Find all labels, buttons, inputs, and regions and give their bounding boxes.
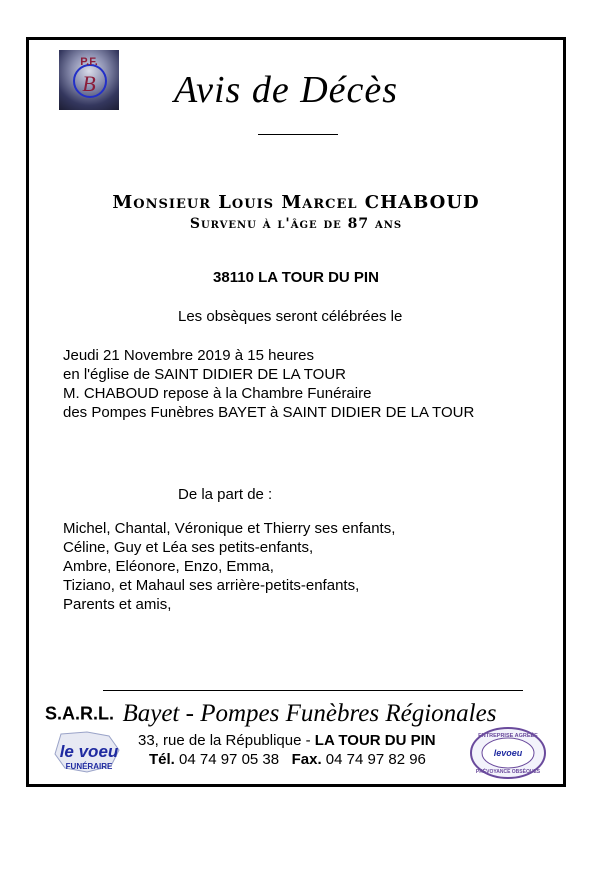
logo-pf-text: P.F.	[80, 56, 98, 68]
obseques-intro: Les obsèques seront célébrées le	[178, 308, 403, 325]
deceased-age: Survenu à l'âge de 87 ans	[189, 216, 403, 232]
family-line-grandchildren: Céline, Guy et Léa ses petits-enfants,	[63, 539, 314, 556]
tel-label: Tél.	[149, 751, 175, 768]
logo-b-letter: B	[82, 71, 96, 96]
address-city: LA TOUR DU PIN	[314, 732, 436, 749]
badge-center-text: levoeu	[493, 748, 523, 758]
ceremony-date: Jeudi 21 Novembre 2019 à 15 heures	[63, 347, 315, 364]
footer-divider	[103, 690, 523, 691]
tel-number: 04 74 97 05 38	[174, 751, 292, 768]
company-address	[138, 732, 436, 749]
company-phone	[149, 751, 426, 768]
ceremony-funeral-home: des Pompes Funèbres BAYET à SAINT DIDIER DE LA TOUR	[63, 404, 475, 421]
family-line-great-grandchildren: Tiziano, et Mahaul ses arrière-petits-enfants,	[63, 577, 360, 594]
fax-number: 04 74 97 82 96	[321, 751, 426, 768]
notice-frame	[26, 37, 566, 787]
fax-label: Fax.	[291, 751, 322, 768]
pf-bayet-logo	[59, 50, 119, 110]
le-voeu-brand: le voeu	[59, 742, 119, 761]
family-line-relatives: Parents et amis,	[63, 596, 172, 613]
deceased-name: Monsieur Louis Marcel CHABOUD	[112, 192, 480, 213]
family-line-children: Michel, Chantal, Véronique et Thierry ses enfants,	[63, 520, 396, 537]
address-street: 33, rue de la République -	[138, 732, 315, 749]
company-prefix: S.A.R.L.	[45, 703, 115, 724]
approved-company-badge	[469, 726, 547, 780]
title-underline	[258, 134, 338, 135]
le-voeu-logo	[47, 730, 131, 776]
notice-title: Avis de Décès	[174, 69, 399, 111]
company-line	[45, 700, 496, 728]
deceased-city: 38110 LA TOUR DU PIN	[213, 269, 379, 286]
badge-bottom-text: PRÉVOYANCE OBSÈQUES	[475, 769, 541, 775]
ceremony-repose: M. CHABOUD repose à la Chambre Funéraire	[63, 385, 372, 402]
ceremony-church: en l'église de SAINT DIDIER DE LA TOUR	[63, 366, 346, 383]
company-name: Bayet - Pompes Funèbres Régionales	[122, 700, 497, 727]
de-la-part-label: De la part de :	[178, 486, 273, 503]
family-line-names: Ambre, Eléonore, Enzo, Emma,	[63, 558, 274, 575]
badge-top-text: ENTREPRISE AGRÉÉE	[478, 733, 538, 739]
le-voeu-sub: FUNÉRAIRE	[65, 762, 113, 771]
